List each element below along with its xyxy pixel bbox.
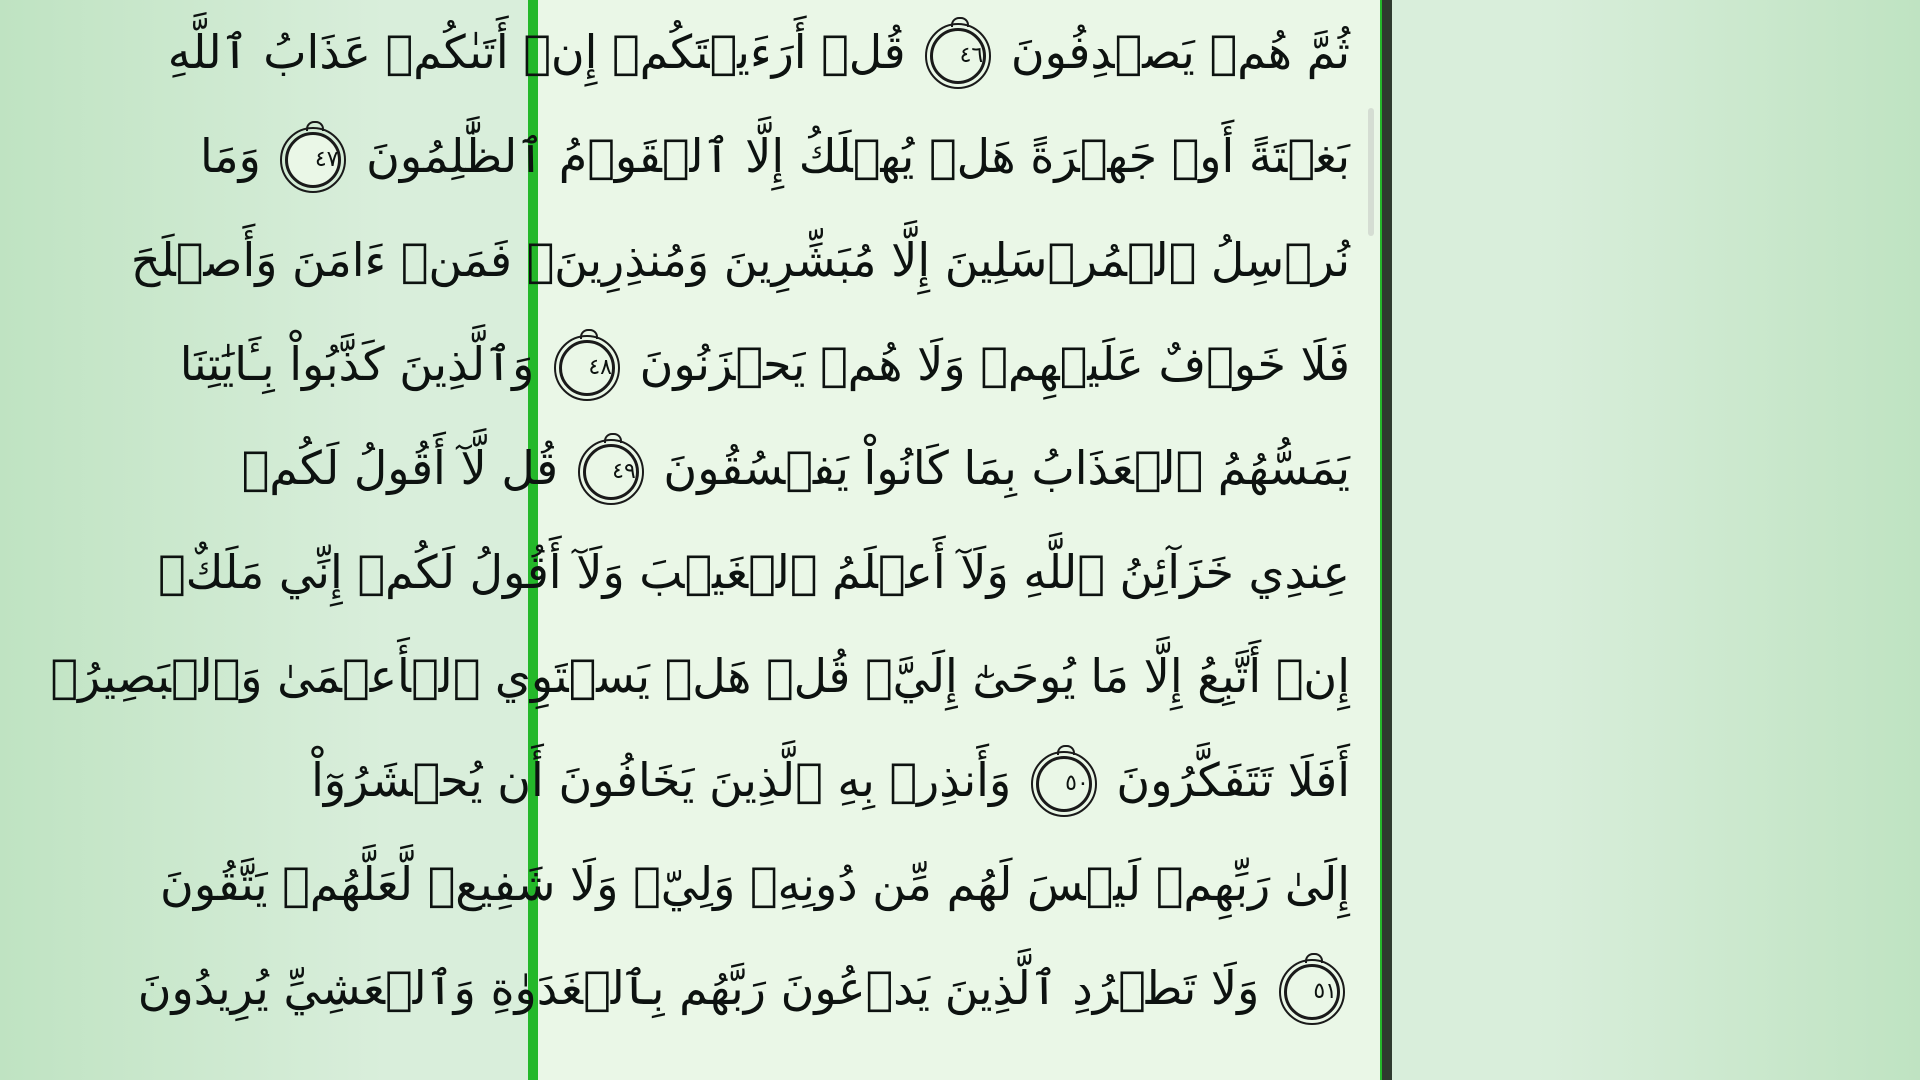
ayah-number-marker: ٥١ xyxy=(1284,964,1340,1020)
verse-line xyxy=(167,0,1350,104)
verse-line xyxy=(160,832,1350,936)
verse-text: عِندِي خَزَآئِنُ ٱللَّهِ وَلَآ أَعۡلَمُ ٱلۡغَيۡبَ وَلَآ أَقُولُ لَكُمۡ إِنِّي مَلَكٌۖ xyxy=(157,545,1350,599)
mushaf-page-frame xyxy=(50,0,1392,1080)
verse-text: إِلَىٰ رَبِّهِمۡ لَيۡسَ لَهُم مِّن دُونِهِۦ وَلِيّٞ وَلَا شَفِيعٞ لَّعَلَّهُمۡ يَتَّقُونَ xyxy=(160,857,1350,911)
ayah-number-marker: ٤٧ xyxy=(285,132,341,188)
verse-text: وَمَا xyxy=(199,129,261,183)
ayah-number-marker: ٥٠ xyxy=(1036,756,1092,812)
verse-text: إِنۡ أَتَّبِعُ إِلَّا مَا يُوحَىٰٓ إِلَيَّۚ قُلۡ هَلۡ يَسۡتَوِي ٱلۡأَعۡمَىٰ وَٱلۡبَصِيرُۚ xyxy=(50,649,1350,703)
verse-text: وَلَا تَطۡرُدِ ٱلَّذِينَ يَدۡعُونَ رَبَّهُم بِٱلۡغَدَوٰةِ وَٱلۡعَشِيِّ يُرِيدُونَ xyxy=(137,961,1260,1015)
verse-text: قُلۡ أَرَءَيۡتَكُمۡ إِنۡ أَتَىٰكُمۡ عَذَابُ ٱللَّهِ xyxy=(167,25,906,79)
verse-line xyxy=(241,416,1350,520)
verse-text: فَلَا خَوۡفٌ عَلَيۡهِمۡ وَلَا هُمۡ يَحۡزَنُونَ xyxy=(639,337,1350,391)
verse-line xyxy=(179,312,1350,416)
page-edge-shadow xyxy=(1382,0,1392,1080)
verse-text: وَأَنذِرۡ بِهِ ٱلَّذِينَ يَخَافُونَ أَن يُحۡشَرُوٓاْ xyxy=(311,753,1012,807)
verse-line xyxy=(311,728,1350,832)
verse-text: قُل لَّآ أَقُولُ لَكُمۡ xyxy=(241,441,559,495)
verse-line xyxy=(199,104,1350,208)
verse-text: نُرۡسِلُ ٱلۡمُرۡسَلِينَ إِلَّا مُبَشِّرِينَ وَمُنذِرِينَۖ فَمَنۡ ءَامَنَ وَأَصۡلَحَ xyxy=(130,233,1350,287)
verse-text: أَفَلَا تَتَفَكَّرُونَ xyxy=(1116,753,1350,807)
verse-text: بَغۡتَةً أَوۡ جَهۡرَةً هَلۡ يُهۡلَكُ إِلَّا ٱلۡقَوۡمُ ٱلظَّٰلِمُونَ xyxy=(366,129,1350,183)
verse-lines xyxy=(50,0,1350,1080)
verse-line xyxy=(130,208,1350,312)
verse-text: ثُمَّ هُمۡ يَصۡدِفُونَ xyxy=(1010,25,1350,79)
verse-text: يَمَسُّهُمُ ٱلۡعَذَابُ بِمَا كَانُواْ يَفۡسُقُونَ xyxy=(663,441,1350,495)
verse-line xyxy=(157,520,1350,624)
ayah-number-marker: ٤٨ xyxy=(559,340,615,396)
ayah-number-marker: ٤٦ xyxy=(930,28,986,84)
mushaf-page xyxy=(50,0,1380,1080)
verse-text: وَٱلَّذِينَ كَذَّبُواْ بِـَٔايَٰتِنَا xyxy=(179,337,535,391)
verse-line xyxy=(137,936,1350,1040)
ayah-number-marker: ٤٩ xyxy=(583,444,639,500)
verse-line xyxy=(50,624,1350,728)
scrollbar-thumb[interactable] xyxy=(1368,108,1374,236)
